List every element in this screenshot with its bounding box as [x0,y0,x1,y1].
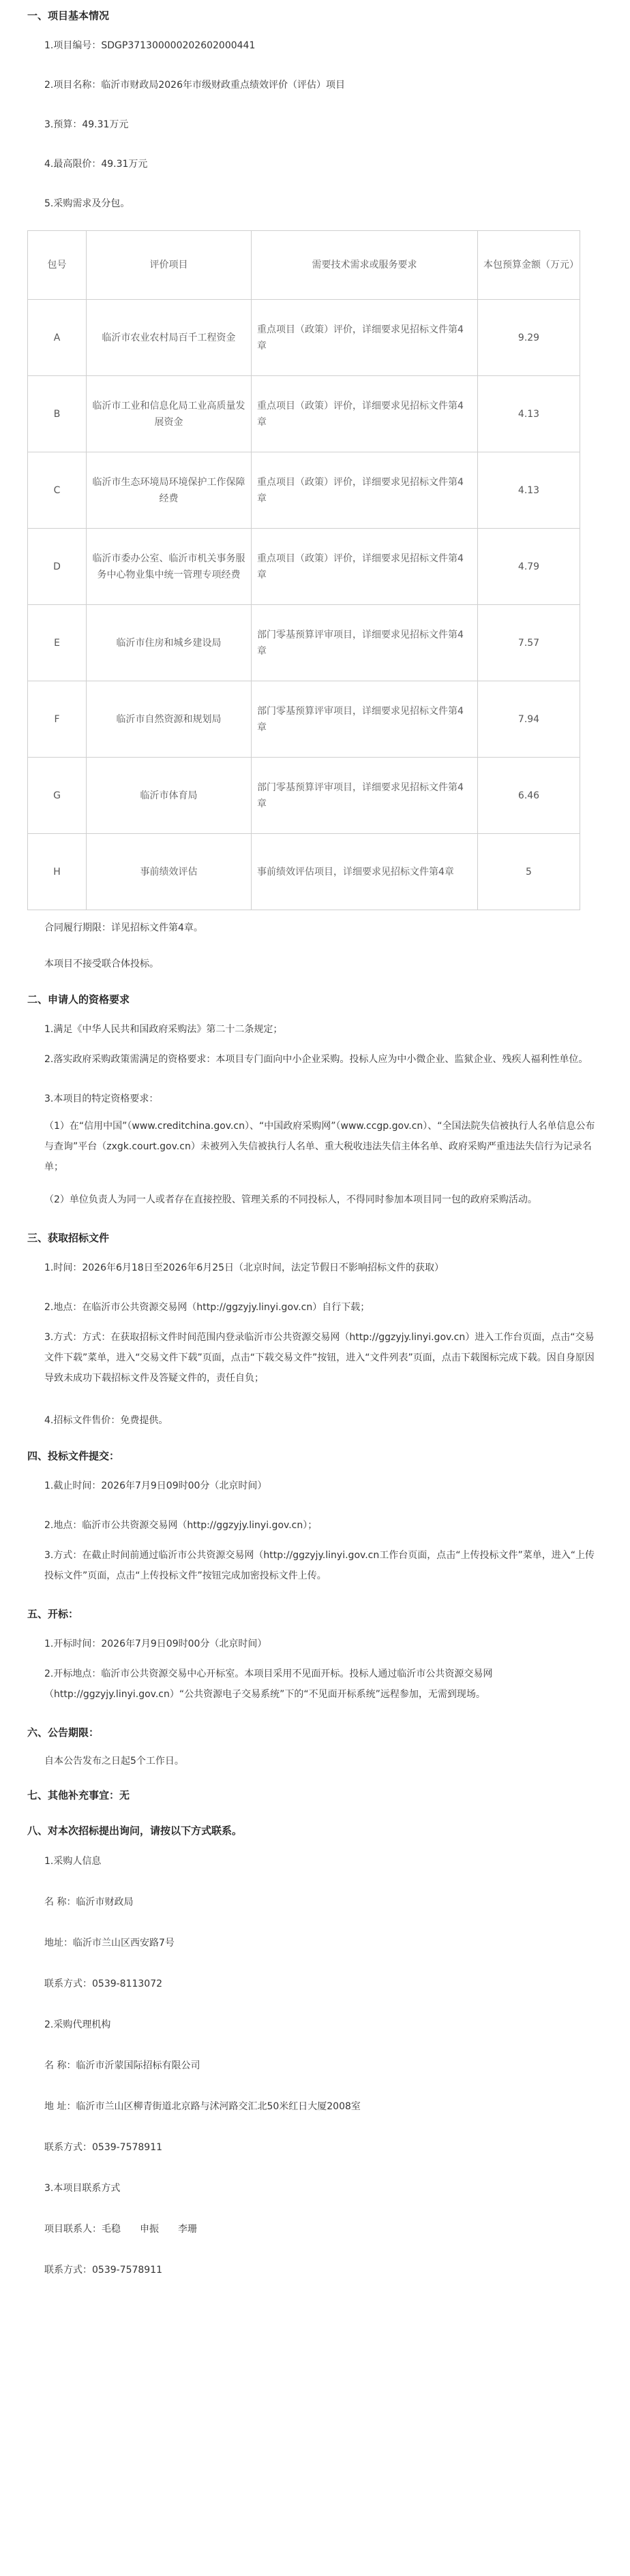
contact-info [27,1841,603,2291]
cell-requirement: 事前绩效评估项目，详细要求见招标文件第4章 [252,834,478,910]
table-row [28,376,580,452]
qualification-3-1: （1）在“信用中国”（www.creditchina.gov.cn）、“中国政府采购网”（www.ccgp.gov.cn）、“全国法院失信被执行人名单信息公布与查询”平台（zxgk.court.gov.cn）未被列入失信被执行人名单、重大税收违法失信主体名单、政府采购严重违法失信行为记录名单； [44,1121,595,1173]
header-package: 包号 [28,231,87,300]
opening-location: 2.开标地点：临沂市公共资源交易中心开标室。本项目采用不见面开标。投标人通过临沂市公共资源交易网（http://ggzyjy.linyi.gov.cn）“公共资源电子交易系统”下的“不见面开标系统”远程参加，无需到现场。 [44,1669,493,1700]
agency-heading: 2.采购代理机构 [44,2019,111,2030]
section-1-title: 一、项目基本情况 [27,10,110,22]
opening-time: 1.开标时间：2026年7月9日09时00分（北京时间） [44,1639,267,1649]
cell-project: 临沂市住房和城乡建设局 [87,605,252,681]
header-project: 评价项目 [87,231,252,300]
project-phone: 联系方式：0539-7578911 [44,2265,163,2276]
budget: 3.预算：49.31万元 [44,119,129,130]
contract-period: 合同履行期限：详见招标文件第4章。 [44,922,203,933]
section-4-title: 四、投标文件提交： [27,1450,120,1462]
table-row [28,529,580,605]
agency-phone: 联系方式：0539-7578911 [44,2142,163,2153]
table-row [28,681,580,758]
qualification-2: 2.落实政府采购政策需满足的资格要求：本项目专门面向中小企业采购。投标人应为中小微企业、监狱企业、残疾人福利性单位。 [44,1054,588,1065]
section-3-title: 三、获取招标文件 [27,1232,110,1244]
table-row [28,300,580,376]
cell-requirement: 重点项目（政策）评价，详细要求见招标文件第4章 [252,529,478,605]
table-row [28,452,580,529]
cell-budget: 5 [478,834,580,910]
submission-deadline: 1.截止时间：2026年7月9日09时00分（北京时间） [44,1480,267,1491]
qualification-3: 3.本项目的特定资格要求： [44,1093,159,1104]
table-row [28,758,580,834]
cell-package: E [28,605,87,681]
purchaser-heading: 1.采购人信息 [44,1856,102,1867]
obtain-method: 3.方式：方式：在获取招标文件时间范围内登录临沂市公共资源交易网（http://ggzyjy.linyi.gov.cn）进入工作台页面，点击“交易文件下载”菜单，进入“交易文件下载”页面，点击“下载交易文件”按钮，进入“文件列表”页面，点击下载图标完成下载。因自身原因导致未成功下载招标文件及答疑文件的，责任自负； [44,1332,595,1384]
cell-requirement: 重点项目（政策）评价，详细要求见招标文件第4章 [252,300,478,376]
cell-requirement: 重点项目（政策）评价，详细要求见招标文件第4章 [252,376,478,452]
cell-project: 临沂市体育局 [87,758,252,834]
package-table [27,230,580,910]
table-row [28,834,580,910]
cell-package: C [28,452,87,529]
cell-requirement: 部门零基预算评审项目，详细要求见招标文件第4章 [252,681,478,758]
purchaser-address: 地址：临沂市兰山区西安路7号 [44,1938,175,1949]
cell-package: G [28,758,87,834]
obtain-time: 1.时间：2026年6月18日至2026年6月25日（北京时间，法定节假日不影响招标文件的获取） [44,1262,445,1273]
project-number: 1.项目编号：SDGP371300000202602000441 [44,40,256,51]
table-header-row [28,231,580,300]
project-contacts: 项目联系人：毛稳 申振 李珊 [44,2224,197,2235]
submission-method: 3.方式：在截止时间前通过临沂市公共资源交易网（http://ggzyjy.linyi.gov.cn工作台页面，点击“上传投标文件”菜单，进入“上传投标文件”页面，点击“上传投标文件”按钮完成加密投标文件上传。 [44,1550,595,1581]
cell-project: 临沂市委办公室、临沂市机关事务服务中心物业集中统一管理专项经费 [87,529,252,605]
cell-budget: 4.79 [478,529,580,605]
document-price: 4.招标文件售价：免费提供。 [44,1415,168,1426]
cell-package: F [28,681,87,758]
max-price: 4.最高限价：49.31万元 [44,159,148,170]
cell-project: 临沂市农业农村局百千工程资金 [87,300,252,376]
section-8-title: 八、对本次招标提出询问，请按以下方式联系。 [27,1825,243,1837]
submission-location: 2.地点：临沂市公共资源交易网（http://ggzyjy.linyi.gov.cn）； [44,1520,318,1531]
cell-budget: 4.13 [478,376,580,452]
qualification-1: 1.满足《中华人民共和国政府采购法》第二十二条规定； [44,1024,283,1035]
section-1-items [27,26,603,223]
cell-project: 事前绩效评估 [87,834,252,910]
cell-project: 临沂市生态环境局环境保护工作保障经费 [87,452,252,529]
agency-name: 名 称：临沂市沂蒙国际招标有限公司 [44,2060,200,2071]
section-6-title: 六、公告期限： [27,1726,100,1739]
section-5-title: 五、开标： [27,1608,79,1620]
cell-requirement: 重点项目（政策）评价，详细要求见招标文件第4章 [252,452,478,529]
header-requirement: 需要技术需求或服务要求 [252,231,478,300]
cell-budget: 7.94 [478,681,580,758]
cell-budget: 7.57 [478,605,580,681]
cell-project: 临沂市工业和信息化局工业高质量发展资金 [87,376,252,452]
cell-budget: 4.13 [478,452,580,529]
purchaser-name: 名 称：临沂市财政局 [44,1897,134,1908]
cell-package: B [28,376,87,452]
obtain-location: 2.地点：在临沂市公共资源交易网（http://ggzyjy.linyi.gov.cn）自行下载； [44,1302,370,1313]
project-contact-heading: 3.本项目联系方式 [44,2183,121,2194]
cell-requirement: 部门零基预算评审项目，详细要求见招标文件第4章 [252,758,478,834]
qualification-3-2: （2）单位负责人为同一人或者存在直接控股、管理关系的不同投标人，不得同时参加本项目同一包的政府采购活动。 [44,1194,537,1205]
section-7-title: 七、其他补充事宜：无 [27,1789,130,1801]
cell-budget: 6.46 [478,758,580,834]
agency-address: 地 址：临沂市兰山区柳青街道北京路与沭河路交汇北50米红日大厦2008室 [44,2101,361,2112]
procurement-needs: 5.采购需求及分包。 [44,198,130,209]
cell-package: D [28,529,87,605]
cell-package: A [28,300,87,376]
cell-package: H [28,834,87,910]
table-row [28,605,580,681]
notice-period: 自本公告发布之日起5个工作日。 [44,1756,184,1767]
section-2-title: 二、申请人的资格要求 [27,993,130,1006]
cell-budget: 9.29 [478,300,580,376]
cell-project: 临沂市自然资源和规划局 [87,681,252,758]
project-name: 2.项目名称：临沂市财政局2026年市级财政重点绩效评价（评估）项目 [44,80,345,91]
header-budget: 本包预算金额（万元） [478,231,580,300]
cell-requirement: 部门零基预算评审项目，详细要求见招标文件第4章 [252,605,478,681]
purchaser-phone: 联系方式：0539-8113072 [44,1978,163,1989]
consortium-note: 本项目不接受联合体投标。 [44,959,159,969]
